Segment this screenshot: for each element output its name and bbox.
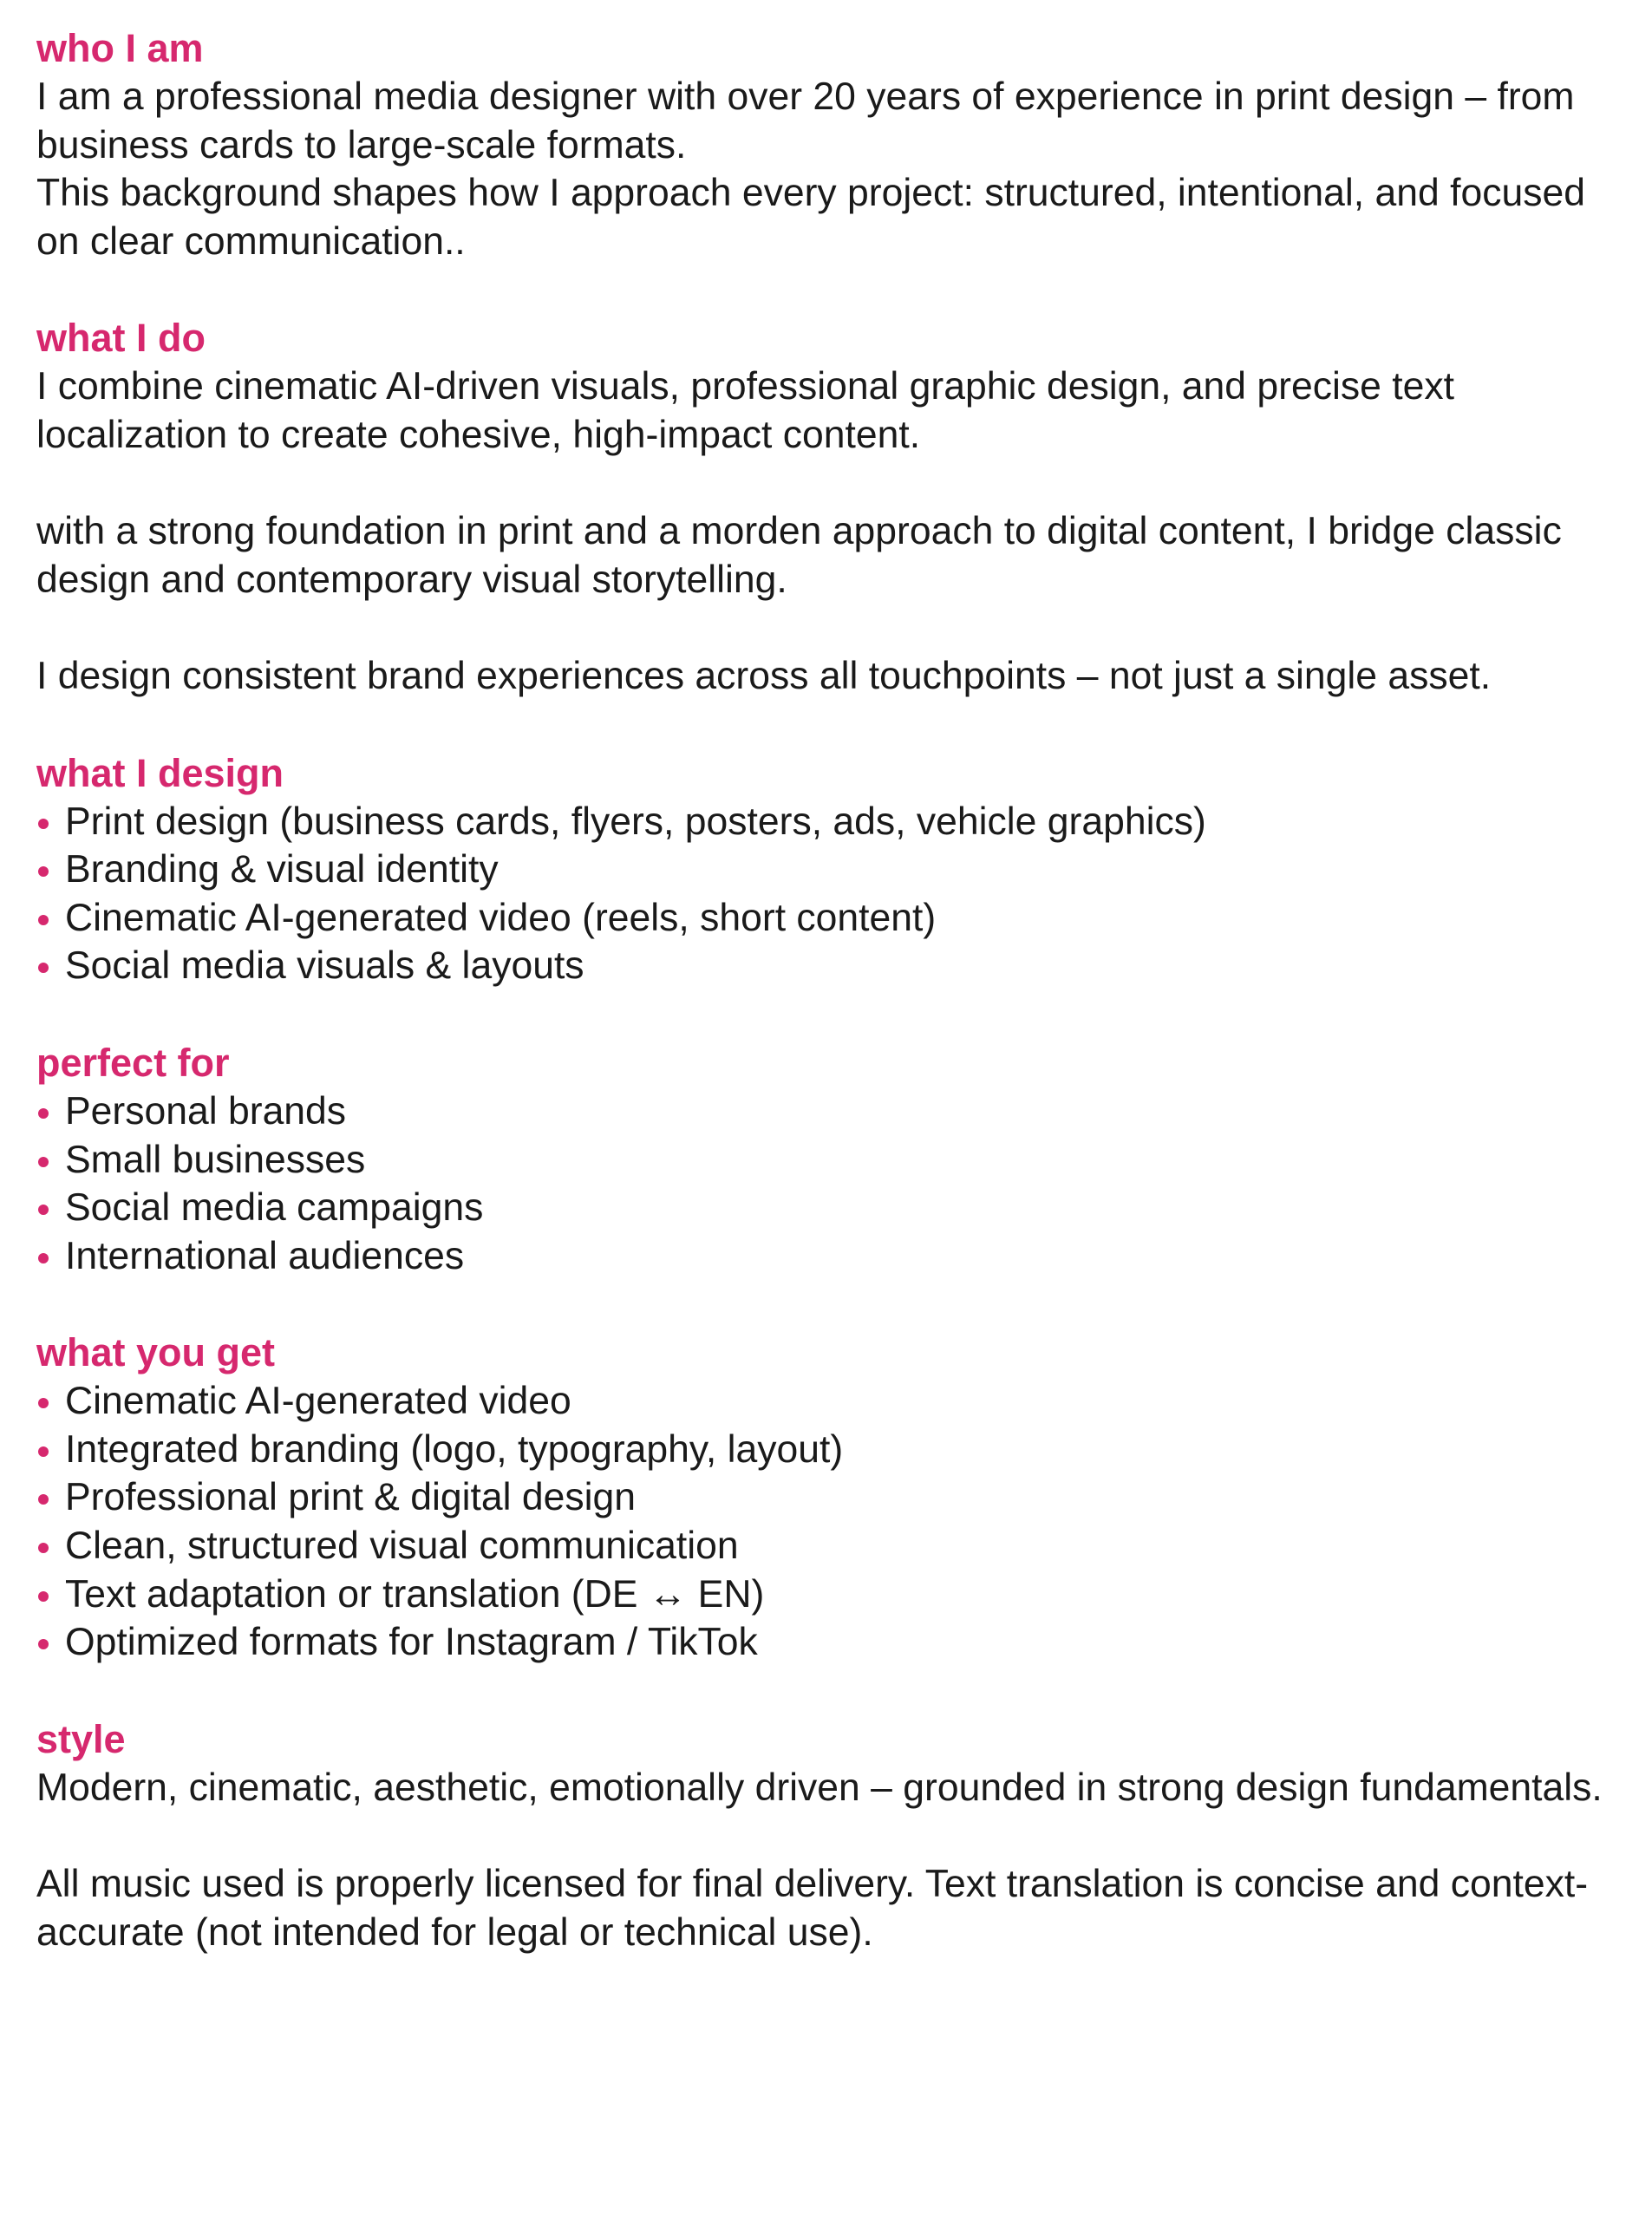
paragraph — [36, 73, 1616, 265]
list-item-text: Branding & visual identity — [65, 848, 499, 891]
bullet-dot-icon — [38, 1157, 49, 1167]
bullet-dot-icon — [38, 1446, 49, 1457]
bullet-dot-icon — [38, 1108, 49, 1119]
section-heading: style — [36, 1716, 126, 1761]
list-item — [36, 1087, 1616, 1136]
bullet-dot-icon — [38, 915, 49, 925]
bullet-dot-icon — [38, 866, 49, 877]
list-item-text: International audiences — [65, 1234, 465, 1277]
list-item — [36, 942, 1616, 990]
bullet-dot-icon — [38, 1205, 49, 1215]
paragraph-line: I am a professional media designer with over 20 years of experience in print design – from business cards to large-scale formats. This background shapes how I approach every project: structured, intentional, and focused on clear communication.. — [36, 75, 1585, 263]
list-item — [36, 846, 1616, 894]
bullet-dot-icon — [38, 1494, 49, 1505]
bullet-dot-icon — [38, 963, 49, 973]
list-item — [36, 1377, 1616, 1426]
section-perfect-for — [36, 1039, 1616, 1280]
list-item — [36, 798, 1616, 846]
bullet-dot-icon — [38, 1398, 49, 1408]
paragraph: All music used is properly licensed for final delivery. Text translation is concise and context-accurate (not intended for legal or technical use). — [36, 1863, 1589, 1954]
list-item — [36, 894, 1616, 943]
section-what-you-get — [36, 1329, 1616, 1667]
list-item-text: Professional print & digital design — [65, 1476, 636, 1519]
bullet-dot-icon — [38, 1543, 49, 1553]
list-item-text: Personal brands — [65, 1089, 347, 1133]
bullet-list — [36, 798, 1616, 990]
list-item — [36, 1136, 1616, 1185]
list-item-text: Cinematic AI-generated video — [65, 1380, 571, 1423]
list-item-text: Integrated branding (logo, typography, layout) — [65, 1427, 844, 1471]
list-item — [36, 1426, 1616, 1474]
section-heading: perfect for — [36, 1040, 230, 1085]
list-item-text: Text adaptation or translation (DE ↔ EN) — [65, 1572, 765, 1616]
section-heading: who I am — [36, 26, 204, 70]
paragraph: with a strong foundation in print and a morden approach to digital content, I bridge classic design and contemporary visual storytelling. — [36, 510, 1562, 601]
list-item-text: Optimized formats for Instagram / TikTok — [65, 1621, 758, 1664]
section-heading: what you get — [36, 1330, 276, 1375]
section-heading: what I design — [36, 750, 284, 795]
list-item-text: Clean, structured visual communication — [65, 1525, 739, 1568]
list-item-text: Cinematic AI-generated video (reels, short content) — [65, 896, 937, 939]
paragraph: I design consistent brand experiences across all touchpoints – not just a single asset. — [36, 654, 1492, 697]
section-who-i-am — [36, 24, 1616, 265]
list-item — [36, 1618, 1616, 1667]
paragraph: I combine cinematic AI-driven visuals, professional graphic design, and precise text localization to create cohesive, high-impact content. — [36, 365, 1454, 456]
list-item-text: Small businesses — [65, 1138, 366, 1181]
list-item — [36, 1473, 1616, 1522]
paragraph: Modern, cinematic, aesthetic, emotionally driven – grounded in strong design fundamentals. — [36, 1766, 1603, 1809]
section-what-i-design — [36, 749, 1616, 990]
bullet-dot-icon — [38, 819, 49, 829]
list-item — [36, 1570, 1616, 1619]
list-item-text: Print design (business cards, flyers, posters, ads, vehicle graphics) — [65, 800, 1206, 843]
list-item — [36, 1232, 1616, 1281]
section-what-i-do — [36, 314, 1616, 700]
section-style — [36, 1715, 1616, 1956]
list-item-text: Social media campaigns — [65, 1186, 484, 1230]
bullet-dot-icon — [38, 1253, 49, 1263]
bullet-dot-icon — [38, 1639, 49, 1649]
list-item — [36, 1522, 1616, 1570]
bullet-list — [36, 1087, 1616, 1280]
bullet-dot-icon — [38, 1591, 49, 1602]
bullet-list — [36, 1377, 1616, 1667]
section-heading: what I do — [36, 316, 206, 361]
list-item-text: Social media visuals & layouts — [65, 944, 584, 988]
list-item — [36, 1184, 1616, 1232]
